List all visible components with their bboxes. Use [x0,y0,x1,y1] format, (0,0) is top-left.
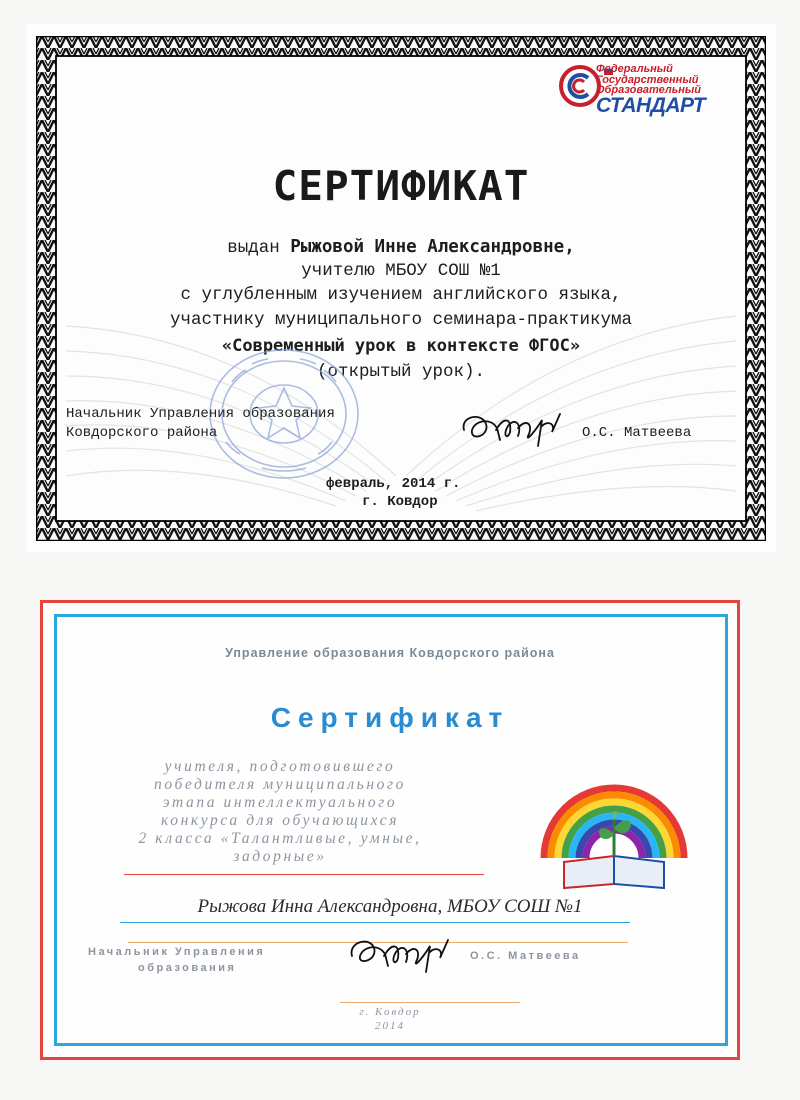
body-line-6: задорные» [233,848,327,865]
divider-red [124,874,484,875]
head-title-line-2: образования [138,962,237,974]
recipient-name: Рыжова Инна Александровна, МБОУ СОШ №1 [197,896,583,917]
logo-caption [596,64,701,96]
lesson-type-line: (открытый урок). [316,362,486,382]
divider-blue [120,922,630,923]
head-title-line-2: Ковдорского района [66,425,218,441]
logo-line-2: Государственный [596,73,699,86]
divider-bottom [340,1002,520,1003]
recipient-name: Рыжовой Инне Александровне, [290,237,575,257]
logo-line-1: Федеральный [596,63,673,75]
issue-date: февраль, 2014 г. [326,476,461,492]
head-title-line-1: Начальник Управления [88,946,266,958]
signer-name: О.С. Матвеева [582,425,692,441]
head-title-line-1: Начальник Управления образования [66,406,335,422]
school-specialty-line: с углубленным изучением английского языка, [180,285,622,305]
body-line-3: этапа интеллектуального [162,794,398,811]
logo-line-3: Образовательный [596,84,702,96]
body-line-5: 2 класса «Талантливые, умные, [138,830,422,847]
issue-year: 2014 [375,1020,405,1032]
signature-icon [346,930,458,980]
rainbow-book-icon [534,758,694,890]
logo-brand: СТАНДАРТ [596,94,706,117]
position-line: учителю МБОУ СОШ №1 [301,261,501,281]
certificate-contest [40,600,740,1060]
body-line-1: учителя, подготовившего [164,758,396,775]
issue-city: г. Ковдор [362,494,438,510]
issue-city: г. Ковдор [359,1006,421,1018]
body-line-4: конкурса для обучающихся [160,812,400,829]
signature-icon [456,406,576,454]
participation-line: участнику муниципального семинара-практикума [169,310,633,330]
organization-header: Управление образования Ковдорского района [225,646,555,660]
certificate-title: Сертификат [270,702,510,733]
issued-to-line [66,237,736,258]
certificate-title: СЕРТИФИКАТ [272,162,530,210]
signer-name: О.С. Матвеева [470,950,581,962]
body-line-2: победителя муниципального [154,776,406,793]
seminar-title: «Современный урок в контексте ФГОС» [221,336,581,356]
certificate-standart [26,24,776,552]
issued-prefix: выдан [227,238,291,258]
